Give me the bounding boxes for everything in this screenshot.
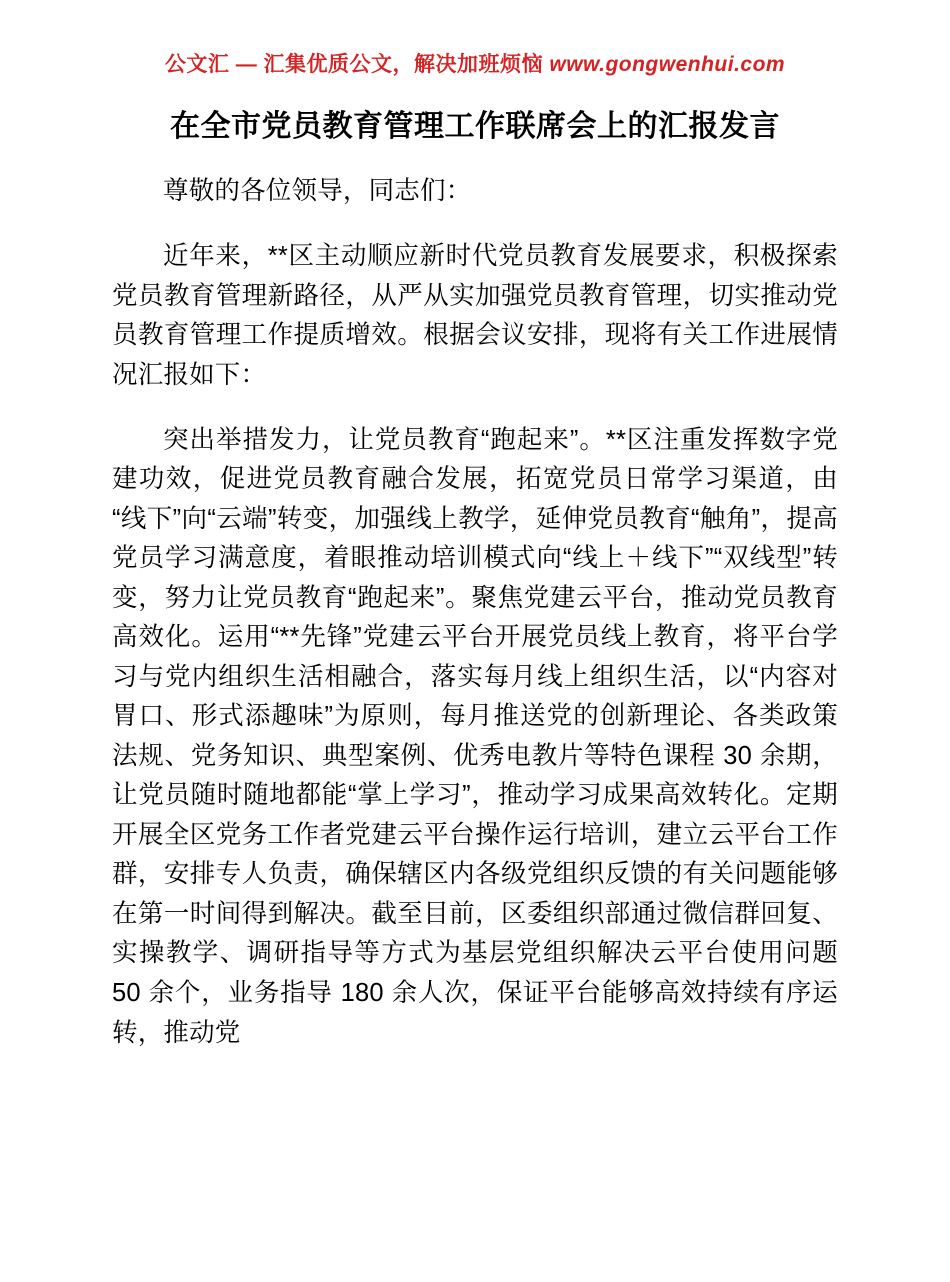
watermark-url: www.gongwenhui.com xyxy=(549,53,786,76)
watermark-text: 公文汇 — 汇集优质公文，解决加班烦恼 xyxy=(164,53,550,76)
paragraph-body-1: 突出举措发力，让党员教育“跑起来”。**区注重发挥数字党建功效，促进党员教育融合发展，拓宽党员日常学习渠道，由“线下”向“云端”转变，加强线上教学，延伸党员教育“触角”，提高党员学习满意度，着眼推动培训模式向“线上＋线下”“双线型”转变，努力让党员教育“跑起来”。聚焦党建云平台，推动党员教育高效化。运用“**先锋”党建云平台开展党员线上教育，将平台学习与党内组织生活相融合，落实每月线上组织生活，以“内容对胃口、形式添趣味”为原则，每月推送党的创新理论、各类政策法规、党务知识、典型案例、优秀电教片等特色课程 30 余期，让党员随时随地都能“掌上学习”，推动学习成果高效转化。定期开展全区党务工作者党建云平台操作运行培训，建立云平台工作群，安排专人负责，确保辖区内各级党组织反馈的有关问题能够在第一时间得到解决。截至目前，区委组织部通过微信群回复、实操教学、调研指导等方式为基层党组织解决云平台使用问题 50 余个，业务指导 180 余人次，保证平台能够高效持续有序运转，推动党 xyxy=(112,425,838,1047)
page-title: 在全市党员教育管理工作联席会上的汇报发言 xyxy=(170,110,780,144)
paragraph-intro: 近年来，**区主动顺应新时代党员教育发展要求，积极探索党员教育管理新路径，从严从实加强党员教育管理，切实推动党员教育管理工作提质增效。根据会议安排，现将有关工作进展情况汇报如下： xyxy=(112,242,838,389)
document-page xyxy=(0,52,950,1282)
watermark-banner xyxy=(112,52,838,77)
paragraph-salutation: 尊敬的各位领导，同志们： xyxy=(163,177,472,206)
